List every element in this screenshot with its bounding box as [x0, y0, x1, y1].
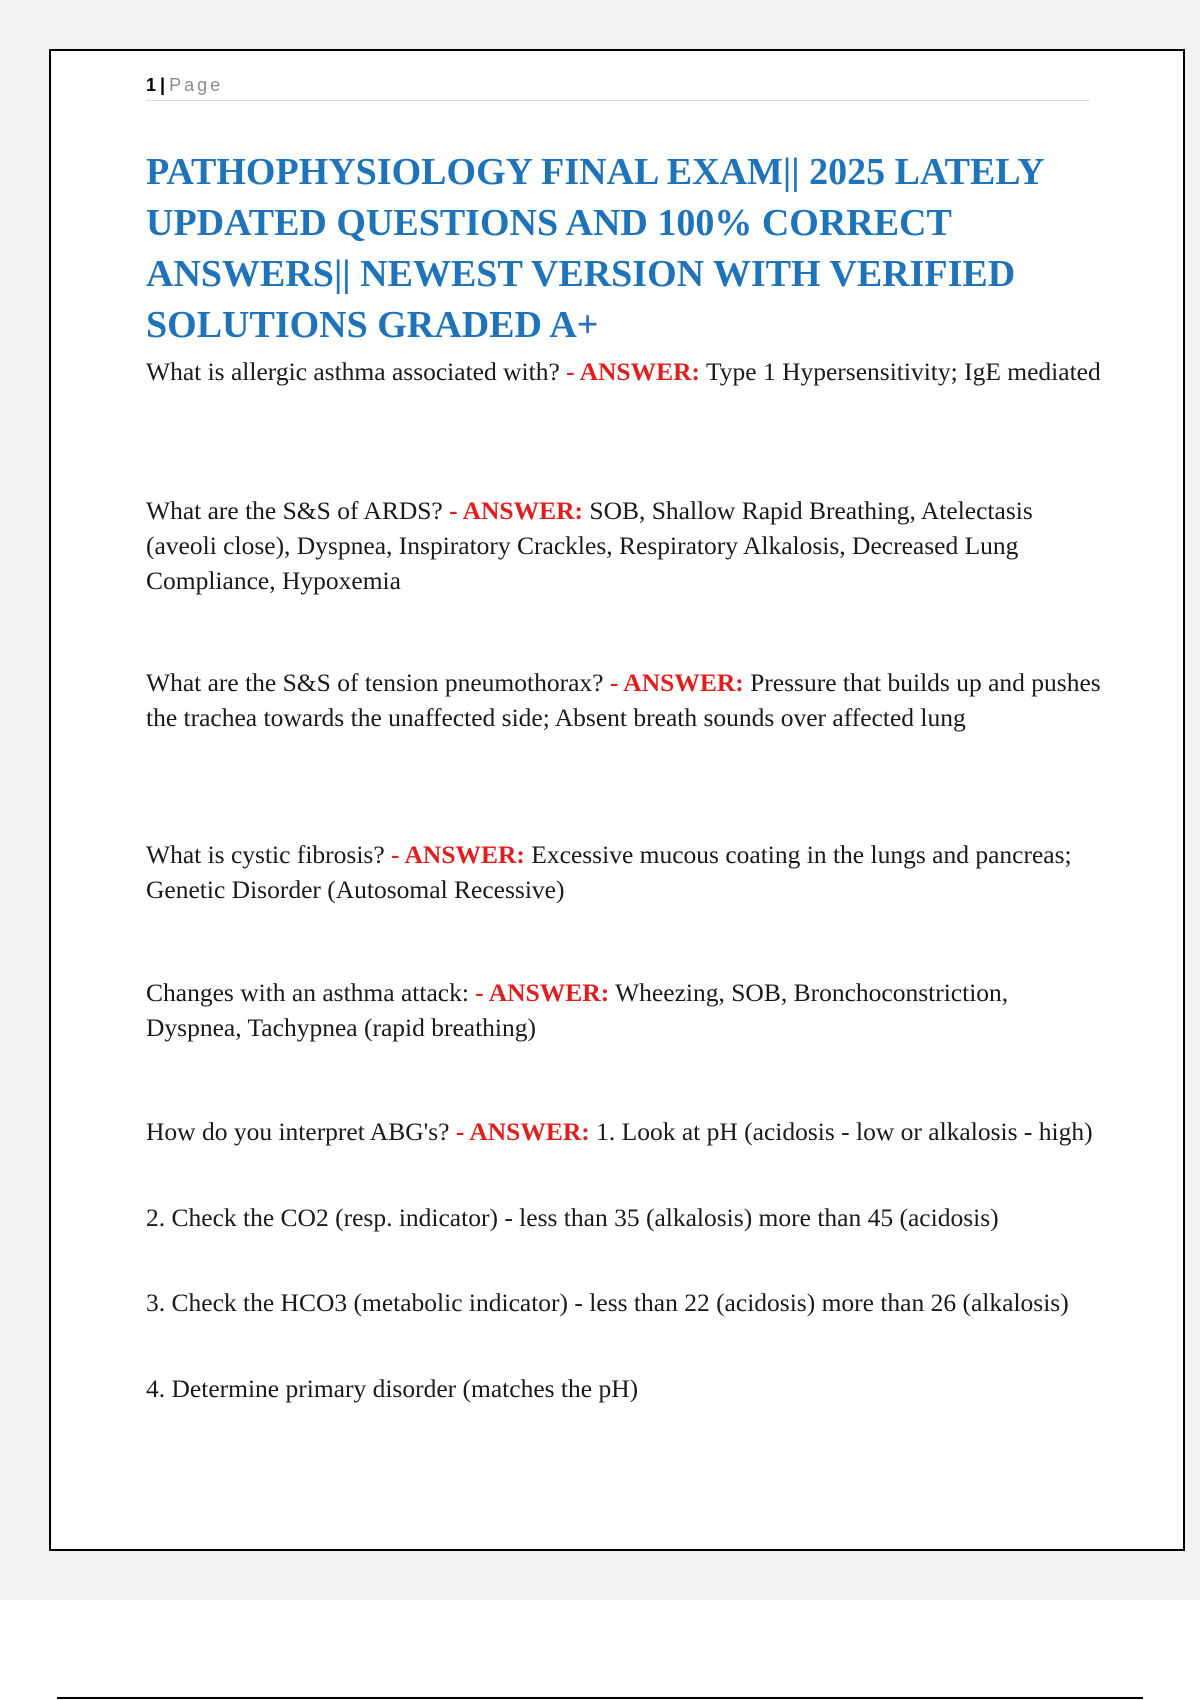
answer-text: SOB, Shallow Rapid Breathing, Atelectasis (aveoli close), Dyspnea, Inspiratory Crackles, Respiratory Alkalosis, Decreased Lung Compliance, Hypoxemia	[146, 496, 1033, 595]
qa-item	[146, 1114, 1106, 1149]
answer-label: - ANSWER:	[449, 496, 584, 525]
page-word: Page	[169, 75, 224, 95]
question-text: What is allergic asthma associated with?	[146, 357, 560, 386]
document-title: PATHOPHYSIOLOGY FINAL EXAM|| 2025 LATELY UPDATED QUESTIONS AND 100% CORRECT ANSWERS|| NEWEST VERSION WITH VERIFIED SOLUTIONS GRADED A+	[146, 151, 1044, 346]
answer-text: 1. Look at pH (acidosis - low or alkalosis - high)	[596, 1117, 1093, 1146]
qa-item	[146, 837, 1106, 907]
qa-item	[146, 975, 1106, 1045]
answer-text: Wheezing, SOB, Bronchoconstriction, Dyspnea, Tachypnea (rapid breathing)	[146, 978, 1009, 1042]
question-text: What are the S&S of ARDS?	[146, 496, 443, 525]
answer-label: - ANSWER:	[391, 840, 525, 869]
page-header	[146, 74, 1090, 101]
qa-item	[146, 493, 1106, 598]
question-text: What is cystic fibrosis?	[146, 840, 385, 869]
document-page	[49, 49, 1185, 1551]
question-text: How do you interpret ABG's?	[146, 1117, 450, 1146]
qa-item	[146, 665, 1106, 735]
abg-step: 2. Check the CO2 (resp. indicator) - less than 35 (alkalosis) more than 45 (acidosis)	[146, 1203, 999, 1232]
answer-text: Pressure that builds up and pushes the trachea towards the unaffected side; Absent breath sounds over affected lung	[146, 668, 1101, 732]
question-text: What are the S&S of tension pneumothorax?	[146, 668, 604, 697]
page-separator: |	[160, 75, 166, 95]
page-number: 1	[146, 75, 157, 95]
abg-step: 4. Determine primary disorder (matches the pH)	[146, 1374, 639, 1403]
answer-label: - ANSWER:	[566, 357, 701, 386]
answer-label: - ANSWER:	[455, 1117, 590, 1146]
answer-text: Excessive mucous coating in the lungs and pancreas; Genetic Disorder (Autosomal Recessive)	[146, 840, 1072, 904]
answer-label: - ANSWER:	[475, 978, 610, 1007]
answer-label: - ANSWER:	[609, 668, 744, 697]
answer-text: Type 1 Hypersensitivity; IgE mediated	[705, 357, 1101, 386]
qa-item	[146, 354, 1106, 389]
next-page-area	[0, 1600, 1200, 1700]
divider-line	[57, 1697, 1143, 1699]
question-text: Changes with an asthma attack:	[146, 978, 469, 1007]
abg-step: 3. Check the HCO3 (metabolic indicator) - less than 22 (acidosis) more than 26 (alkalosis)	[146, 1288, 1069, 1317]
